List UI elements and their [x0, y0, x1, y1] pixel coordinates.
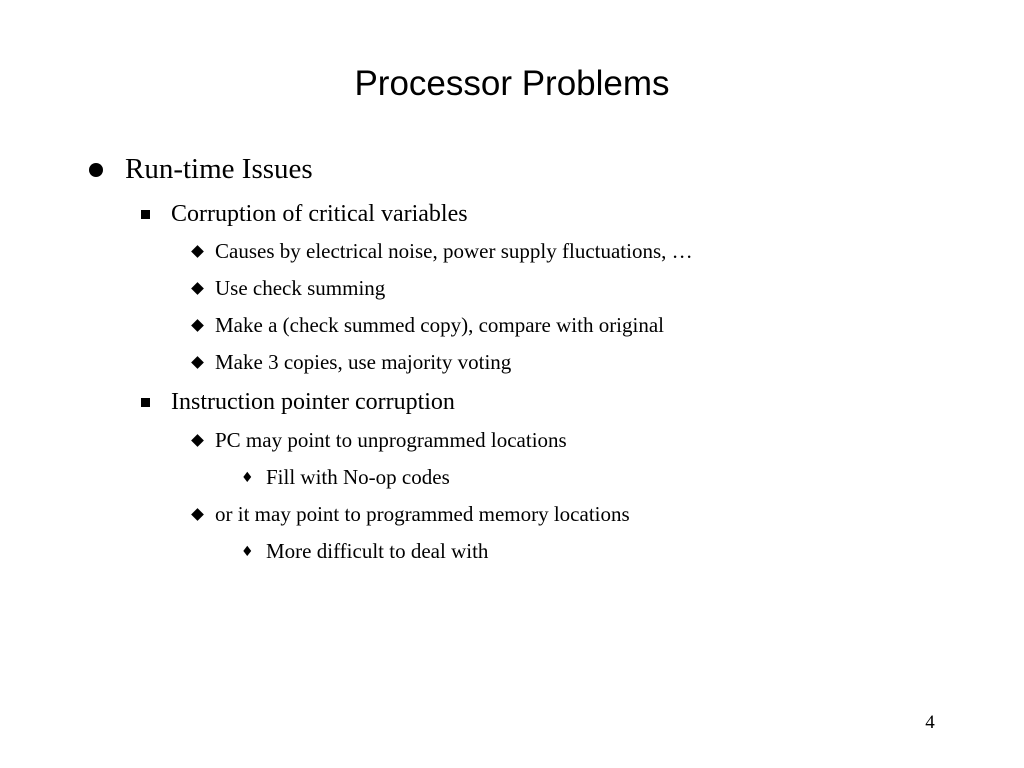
bullet-more-difficult: More difficult to deal with — [266, 539, 489, 563]
bullet-pc-programmed: or it may point to programmed memory locations — [215, 502, 630, 526]
bullet-run-time-issues: Run-time Issues — [125, 153, 313, 185]
slide-title: Processor Problems — [354, 64, 670, 103]
bullet-check-summed-copy: Make a (check summed copy), compare with original — [215, 313, 665, 337]
bullet-causes-noise: Causes by electrical noise, power supply fluctuations, … — [215, 239, 693, 263]
filled-square-bullet-icon — [141, 210, 150, 219]
diamond-bullet-icon — [191, 434, 204, 447]
bullet-fill-noop: Fill with No-op codes — [266, 465, 450, 489]
diamond-bullet-icon — [191, 508, 204, 521]
bullet-majority-voting: Make 3 copies, use majority voting — [215, 350, 512, 374]
filled-circle-bullet-icon — [89, 163, 103, 177]
bullet-check-summing: Use check summing — [215, 276, 386, 300]
page-number: 4 — [925, 712, 935, 733]
diamond-bullet-icon — [191, 282, 204, 295]
bullet-corruption-critical-variables: Corruption of critical variables — [171, 201, 468, 227]
diamond-bullet-icon — [191, 245, 204, 258]
small-diamond-bullet-icon: ♦ — [241, 544, 254, 560]
bullet-instruction-pointer-corruption: Instruction pointer corruption — [171, 389, 455, 415]
small-diamond-bullet-icon: ♦ — [241, 470, 254, 486]
diamond-bullet-icon — [191, 319, 204, 332]
bullet-pc-unprogrammed: PC may point to unprogrammed locations — [215, 428, 567, 452]
filled-square-bullet-icon — [141, 398, 150, 407]
diamond-bullet-icon — [191, 356, 204, 369]
